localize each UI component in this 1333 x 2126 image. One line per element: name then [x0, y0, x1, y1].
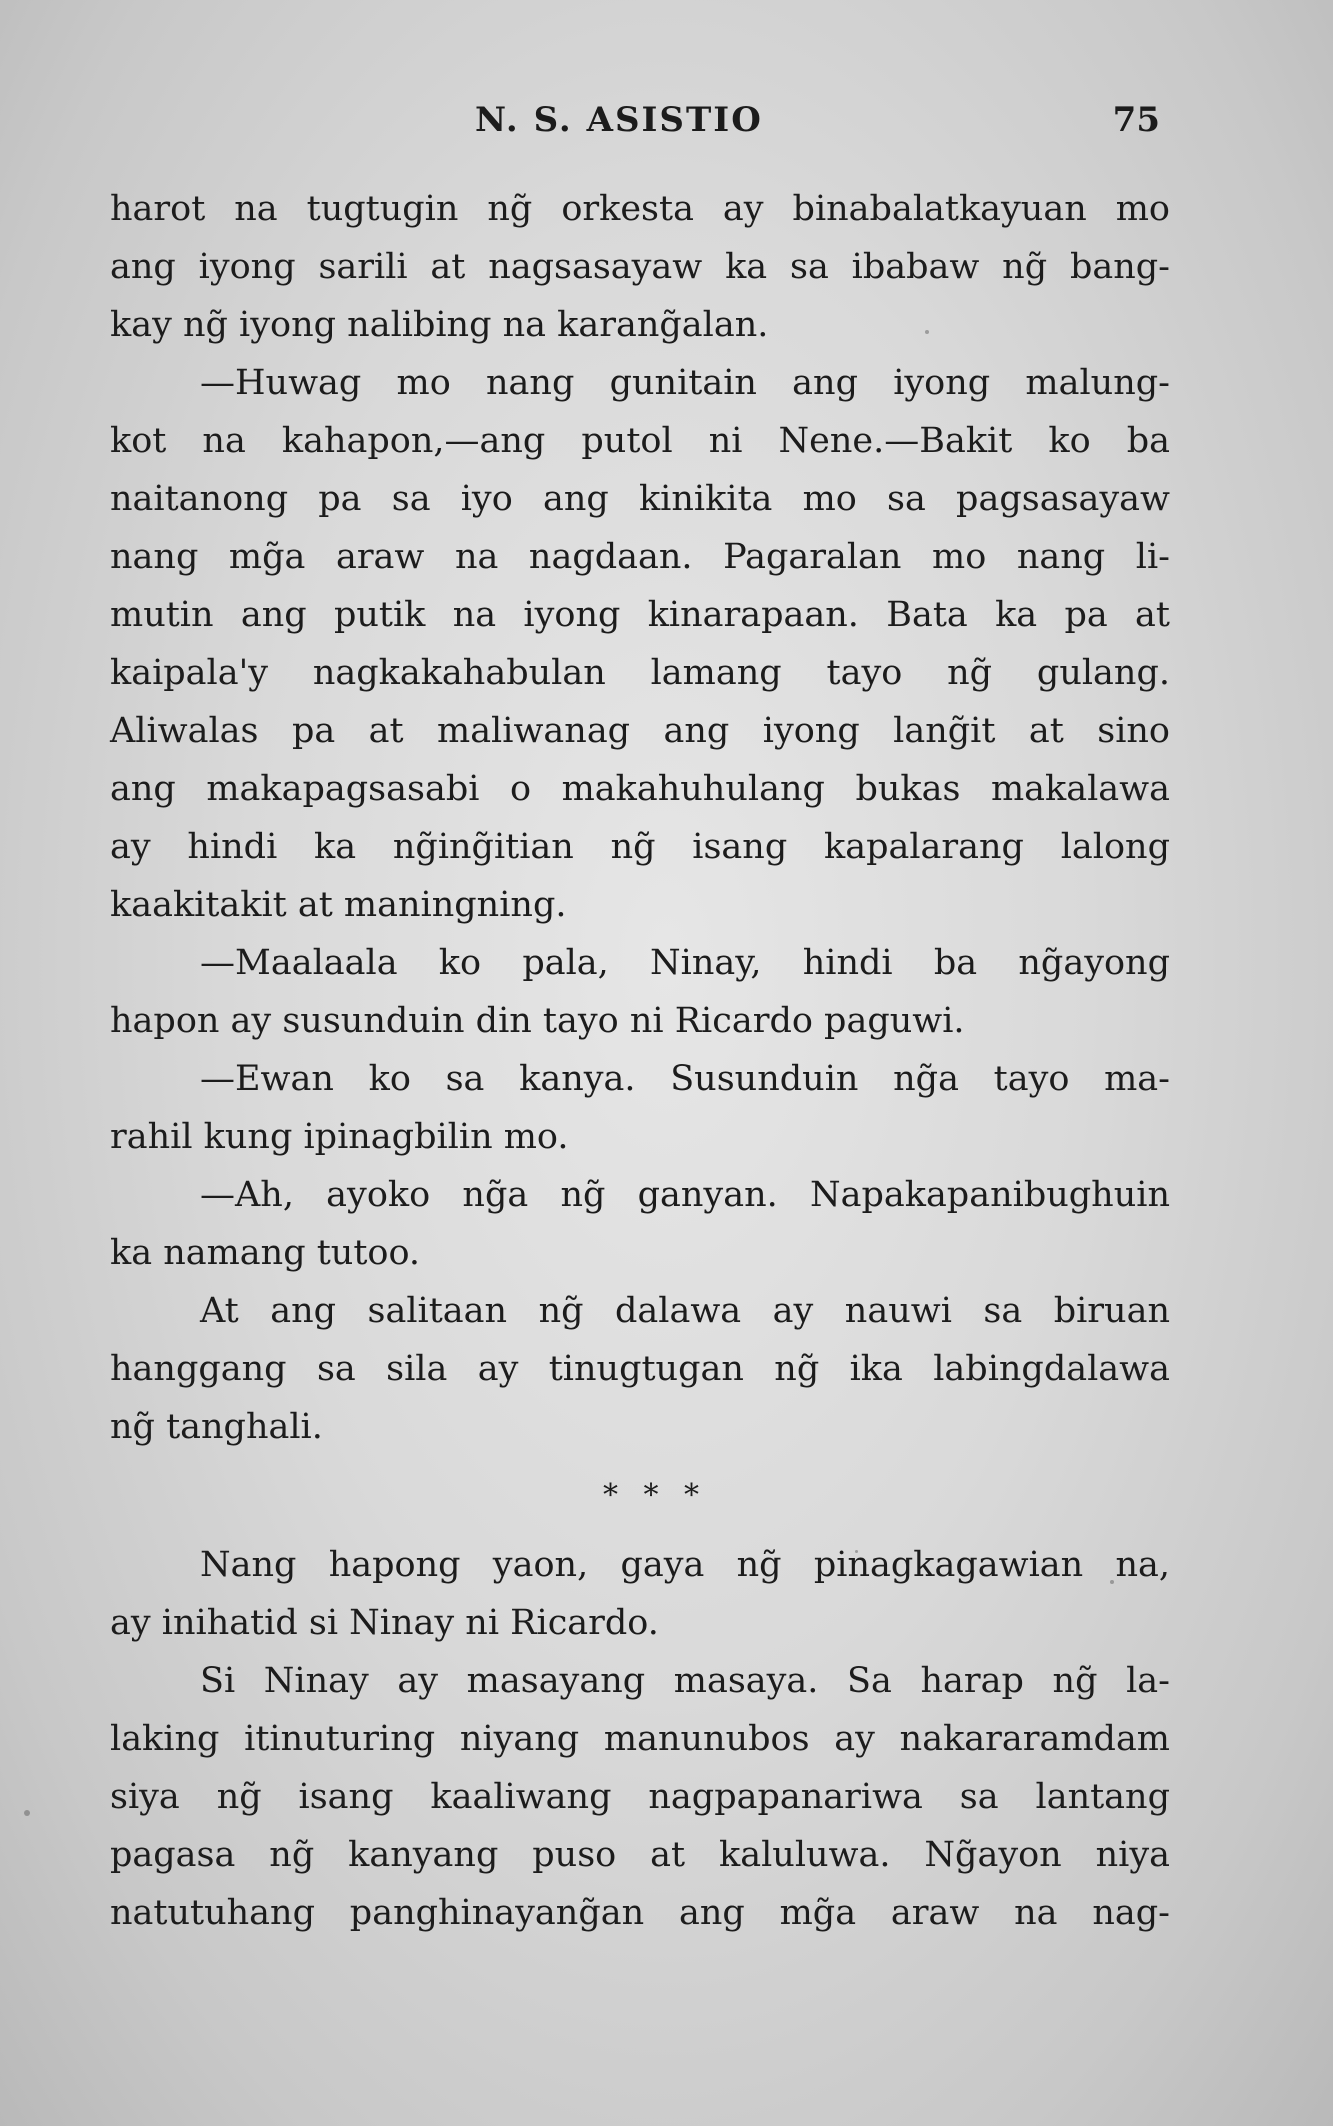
- text-line: —Huwag mo nang gunitain ang iyong malung-: [200, 363, 1170, 403]
- text-line: Si Ninay ay masayang masaya. Sa harap ng̃ la-: [200, 1661, 1170, 1701]
- text-line: natutuhang panghinayang̃an ang mg̃a araw na nag-: [110, 1893, 1170, 1933]
- text-line: kay ng̃ iyong nalibing na karang̃alan.: [110, 305, 769, 345]
- text-line: hanggang sa sila ay tinugtugan ng̃ ika labingdalawa: [110, 1349, 1170, 1389]
- paper-speck: [1110, 1580, 1114, 1584]
- text-line: laking itinuturing niyang manunubos ay nakararamdam: [110, 1719, 1170, 1759]
- text-line: —Ah, ayoko ng̃a ng̃ ganyan. Napakapanibughuin: [200, 1175, 1170, 1215]
- text-line: pagasa ng̃ kanyang puso at kaluluwa. Ng̃ayon niya: [110, 1835, 1170, 1875]
- text-line: ka namang tutoo.: [110, 1233, 421, 1273]
- text-line: kaakitakit at maningning.: [110, 885, 567, 925]
- section-separator: * * *: [602, 1478, 708, 1513]
- text-line: —Maalaala ko pala, Ninay, hindi ba ng̃ayong: [200, 943, 1170, 983]
- text-line: naitanong pa sa iyo ang kinikita mo sa pagsasayaw: [110, 479, 1170, 519]
- text-line: harot na tugtugin ng̃ orkesta ay binabalatkayuan mo: [110, 189, 1170, 229]
- paper-speck: [24, 1810, 30, 1816]
- text-line: ang iyong sarili at nagsasayaw ka sa ibabaw ng̃ bang-: [110, 247, 1170, 287]
- running-head-author: N. S. ASISTIO: [475, 100, 763, 140]
- text-line: kot na kahapon,—ang putol ni Nene.—Bakit ko ba: [110, 421, 1170, 461]
- text-line: ay hindi ka ng̃ing̃itian ng̃ isang kapalarang lalong: [110, 827, 1170, 867]
- text-line: kaipala'y nagkakahabulan lamang tayo ng̃ gulang.: [110, 653, 1170, 693]
- text-line: mutin ang putik na iyong kinarapaan. Bata ka pa at: [110, 595, 1170, 635]
- text-line: At ang salitaan ng̃ dalawa ay nauwi sa biruan: [200, 1291, 1170, 1331]
- page-number: 75: [1112, 100, 1160, 140]
- body-text: [110, 180, 1170, 1942]
- text-line: ng̃ tanghali.: [110, 1407, 323, 1447]
- text-line: rahil kung ipinagbilin mo.: [110, 1117, 569, 1157]
- text-line: hapon ay susunduin din tayo ni Ricardo paguwi.: [110, 1001, 965, 1041]
- text-line: ang makapagsasabi o makahuhulang bukas makalawa: [110, 769, 1170, 809]
- text-line: ay inihatid si Ninay ni Ricardo.: [110, 1603, 659, 1643]
- text-line: nang mg̃a araw na nagdaan. Pagaralan mo nang li-: [110, 537, 1170, 577]
- paper-speck: [855, 1550, 858, 1553]
- text-line: siya ng̃ isang kaaliwang nagpapanariwa sa lantang: [110, 1777, 1170, 1817]
- paper-speck: [925, 330, 929, 334]
- text-line: —Ewan ko sa kanya. Susunduin ng̃a tayo ma-: [200, 1059, 1170, 1099]
- text-line: Aliwalas pa at maliwanag ang iyong lang̃it at sino: [110, 711, 1170, 751]
- running-head: [110, 100, 1160, 150]
- text-line: Nang hapong yaon, gaya ng̃ pinagkagawian na,: [200, 1545, 1170, 1585]
